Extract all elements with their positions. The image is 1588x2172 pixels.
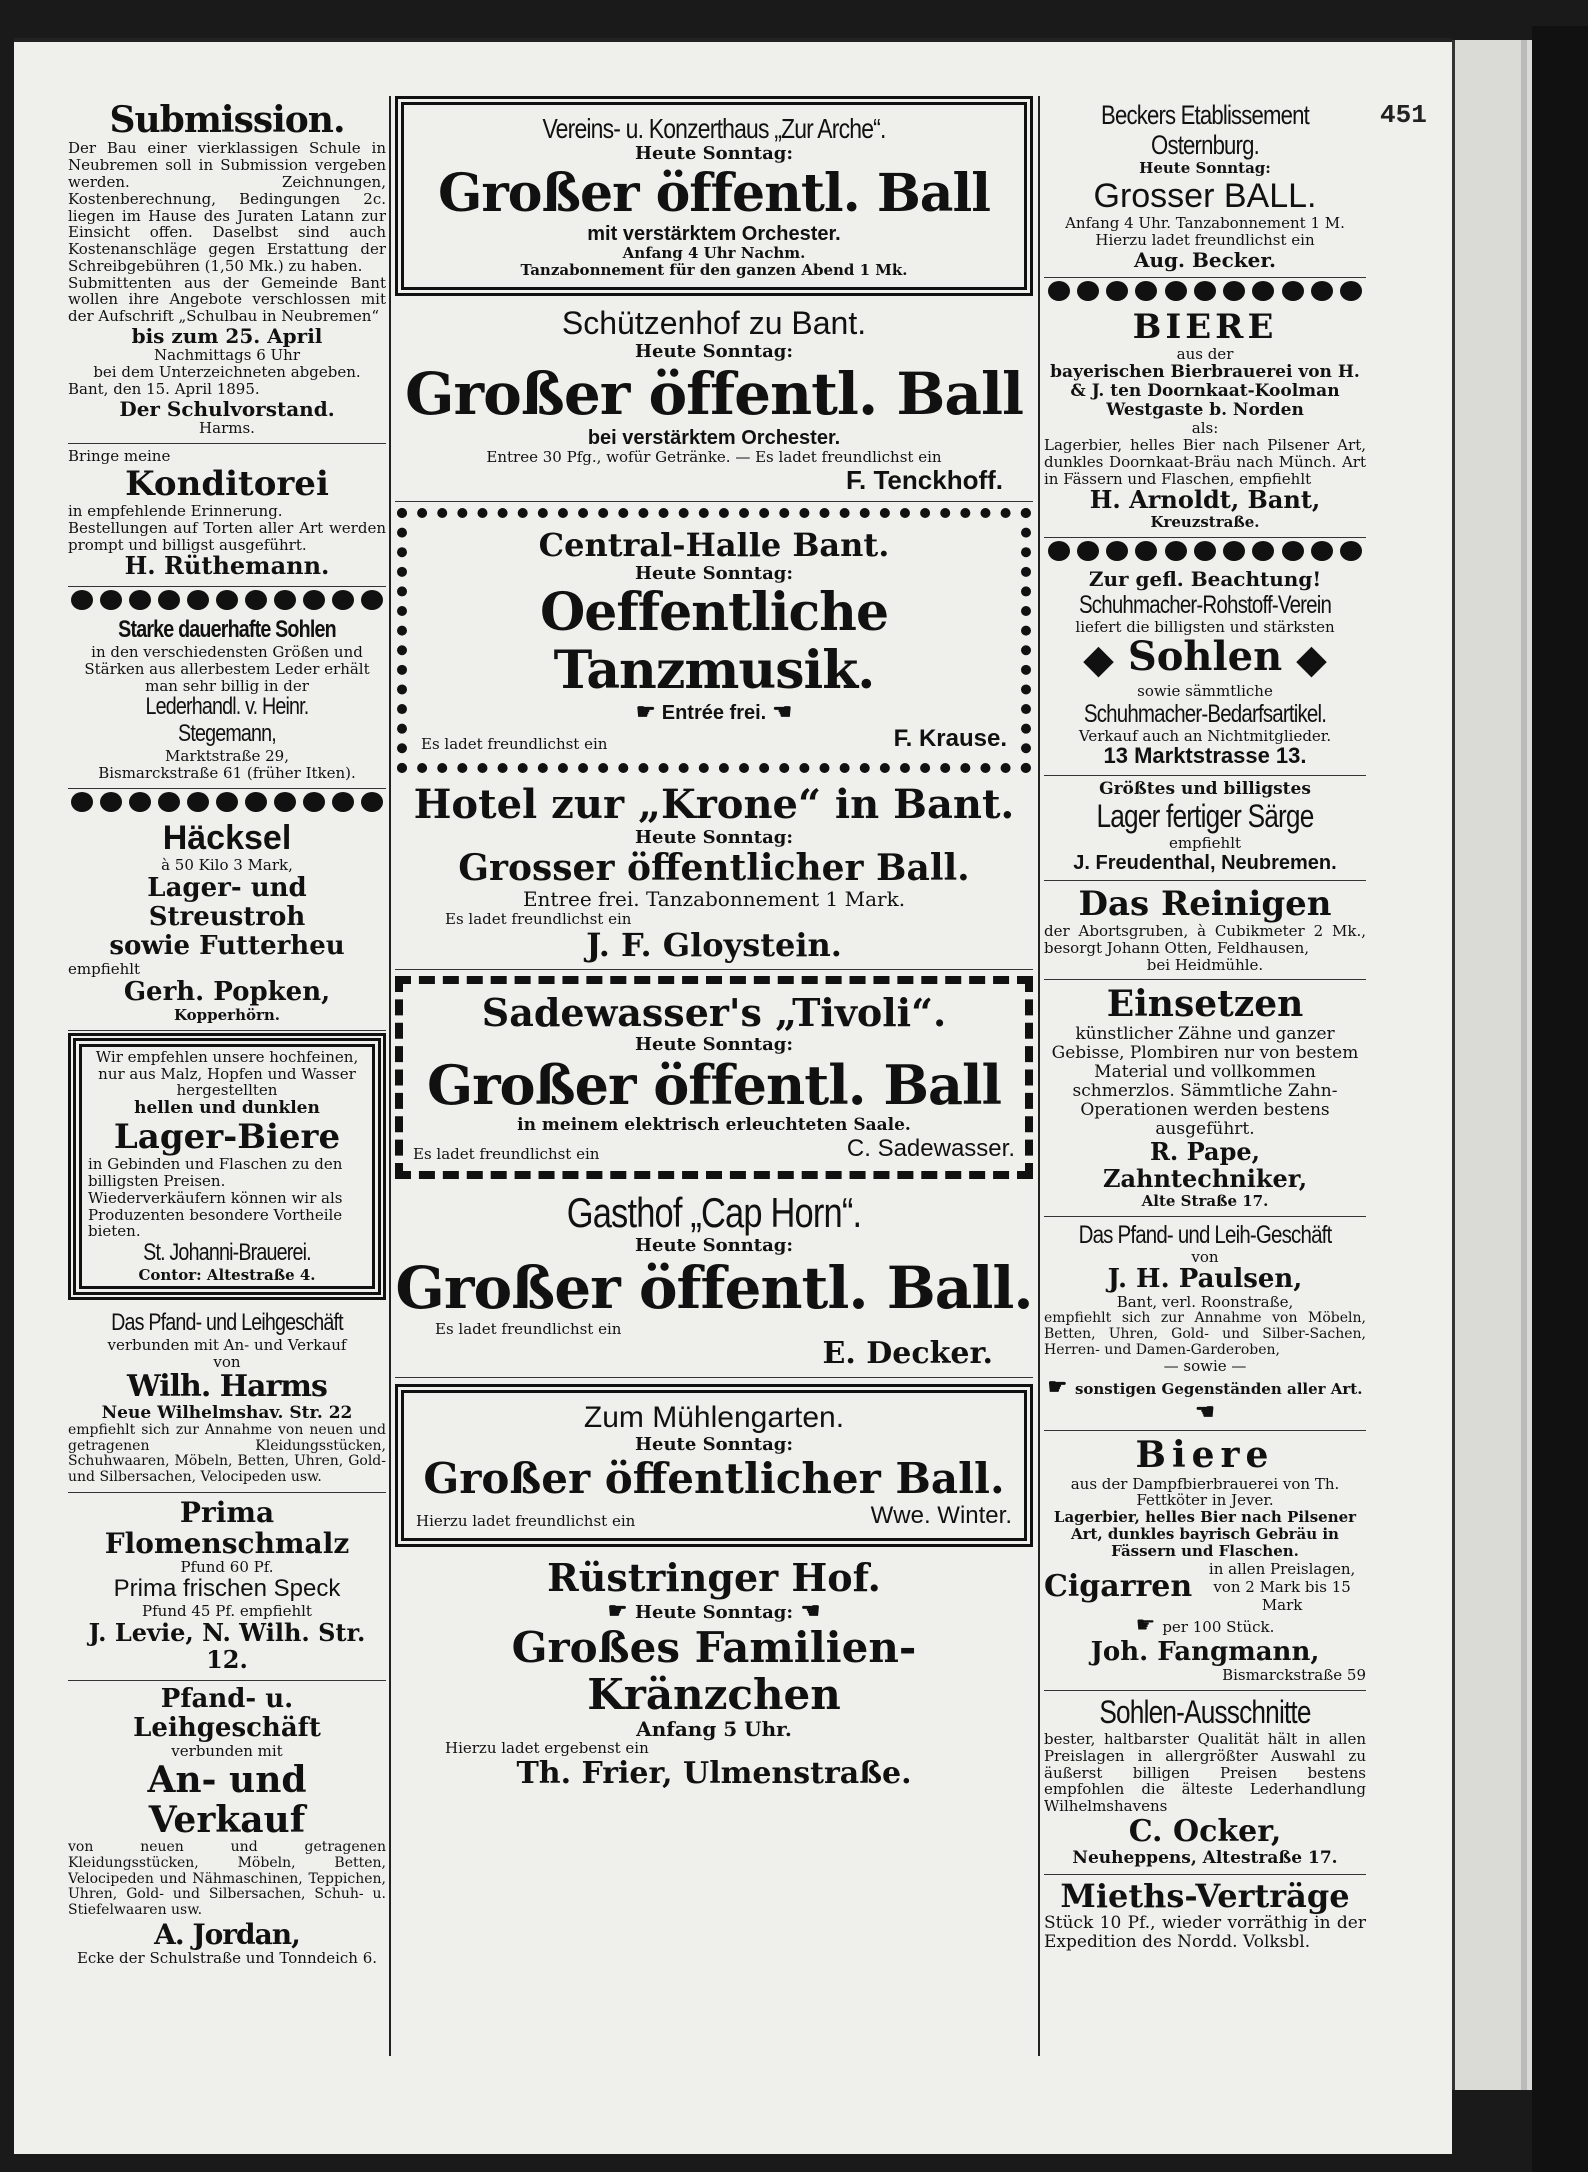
ad-main: Großes Familien-Kränzchen [511, 1623, 917, 1720]
ad-title: Beckers Etablissement Osternburg. [1101, 100, 1309, 161]
ad-footer [416, 1502, 1012, 1530]
ad-text: empfiehlt [68, 960, 141, 978]
ad-text: — sowie — [1163, 1357, 1247, 1376]
ad-name: C. Sadewasser. [846, 1134, 1015, 1162]
pointing-hand-icon: ☛ [1135, 1612, 1163, 1638]
ad-jordan [68, 1681, 386, 1973]
ad-text: bei verstärktem Orchester. [587, 426, 841, 449]
column-rule-1 [389, 96, 391, 2056]
dot-border [68, 587, 386, 613]
diamond-icon: ◆ [1282, 635, 1327, 683]
ad-haecksel [68, 815, 386, 1031]
ad-text: Anfang 4 Uhr Nachm. [622, 244, 806, 263]
diamond-icon: ◆ [1083, 635, 1128, 683]
column-2 [395, 96, 1033, 1797]
ad-title: BIERE [1132, 307, 1278, 348]
ad-reinigen [1044, 881, 1366, 980]
ad-text: von [213, 1352, 241, 1371]
ad-address: Kreuzstraße. [1150, 513, 1260, 532]
ad-name: J. F. Gloystein. [586, 925, 842, 964]
ad-text: Lager- und Streustroh [147, 872, 307, 932]
ad-title: Prima Flomenschmalz [104, 1495, 350, 1560]
ad-title: Sohlen-Ausschnitte [1099, 1694, 1311, 1731]
ad-text: in Gebinden und Flaschen zu den billigsten Preisen. [88, 1155, 343, 1190]
ad-schuhmacher-verein [1044, 564, 1366, 776]
ad-title: Gasthof „Cap Horn“. [566, 1188, 862, 1236]
pointing-hand-icon: ☛ [607, 1598, 636, 1625]
ad-text: Es ladet freundlichst ein [435, 1319, 622, 1338]
ad-central-halle [397, 508, 1031, 773]
ad-text: Bringe meine [68, 447, 171, 466]
ad-main: Großer öffentl. Ball. [395, 1253, 1033, 1322]
ad-text: Wir empfehlen unsere hochfeinen, nur aus Malz, Hopfen und Wasser hergestellten [95, 1047, 359, 1100]
ad-text: empfiehlt sich zur Annahme von Möbeln, Betten, Uhren, Gold- und Silber-Sachen, Herren- und Damen-Garderoben, [1044, 1310, 1366, 1358]
ad-paulsen [1044, 1217, 1366, 1432]
ad-text: per 100 Stück. [1162, 1617, 1275, 1636]
ad-becker [1044, 96, 1366, 278]
ad-sub: Heute Sonntag: [635, 143, 793, 165]
ad-text: von [1191, 1247, 1219, 1266]
ad-schuetzenhof [395, 302, 1033, 502]
ad-address: Marktstraße 29, [165, 747, 289, 766]
ad-text: bayerischen Bierbrauerei von H. & J. ten Doornkaat-Koolman Westgaste b. Norden [1050, 362, 1360, 421]
ad-cap-horn [395, 1185, 1033, 1379]
ad-text: künstlicher Zähne und ganzer Gebisse, Plombiren nur von bestem Material und vollkommen schmerzlos. Sämmtliche Zahn-Operationen werden bestens ausgeführt. [1051, 1023, 1359, 1139]
ad-name: H. Arnoldt, Bant, [1089, 485, 1321, 515]
ad-sub: Heute Sonntag: [635, 1033, 793, 1055]
ad-fangmann [1044, 1431, 1366, 1691]
ad-text: empfiehlt sich zur Annahme von neuen und getragenen Kleidungsstücken, Schuhwaaren, Möbeln, Betten, Uhren, Gold- und Silbersachen, Velocipeden usw. [68, 1421, 386, 1485]
ad-sohlen [68, 613, 386, 789]
ad-name: J. H. Paulsen, [1107, 1264, 1303, 1295]
ad-title: Konditorei [125, 463, 329, 504]
ad-pape [1044, 980, 1366, 1216]
ad-name: E. Decker. [822, 1336, 993, 1372]
ad-name: F. Krause. [893, 725, 1007, 753]
ad-text [421, 700, 1007, 725]
ad-text: Submittenten aus der Gemeinde Bant wollen ihre Angebote verschlossen mit der Aufschrift „Schulbau in Neubremen“ [68, 273, 386, 326]
ad-firm: St. Johanni-Brauerei. [143, 1239, 311, 1267]
ad-text: Bestellungen auf Torten aller Art werden prompt und billigst ausgeführt. [68, 518, 386, 554]
ad-text: verbunden mit An- und Verkauf [107, 1335, 347, 1354]
ad-main: Großer öffentl. Ball [426, 1053, 1002, 1118]
ad-name: Aug. Becker. [1133, 247, 1277, 272]
ad-text: Anfang 5 Uhr. [636, 1717, 792, 1742]
ad-saerge [1044, 776, 1366, 881]
ad-name: J. Levie, N. Wilh. Str. 12. [88, 1617, 366, 1674]
ad-name: Th. Frier, Ulmenstraße. [516, 1756, 912, 1792]
ad-text: bester, haltbarster Qualität hält in allen Preislagen in allergrößter Auswahl zu äußerst billigen Preisen bestens empfohlen die älteste Lederhandlung Wilhelmshavens [1044, 1729, 1366, 1816]
ad-main: Grosser öffentlicher Ball. [458, 847, 970, 889]
ad-address: Neue Wilhelmshav. Str. 22 [101, 1402, 353, 1423]
ad-title: Central-Halle Bant. [538, 525, 890, 564]
ad-main: Großer öffentl. Ball [437, 162, 991, 224]
ad-name: J. Freudenthal, Neubremen. [1073, 851, 1337, 874]
ad-title: An- und Verkauf [147, 1758, 307, 1841]
page-number: 451 [1380, 100, 1427, 130]
ad-name: F. Tenckhoff. [846, 464, 1003, 495]
ad-text: aus der Dampfbierbrauerei von Th. Fettköter in Jever. [1070, 1474, 1340, 1510]
ad-arche [395, 96, 1033, 296]
ad-levie [68, 1493, 386, 1681]
ad-name: A. Jordan, [154, 1917, 300, 1951]
ad-text: Nachmittags 6 Uhr [153, 346, 300, 365]
ad-text: Lagerbier, helles Bier nach Pilsener Art, dunkles Doornkaat-Bräu nach Münch. Art in Fässern und Flaschen, empfiehlt [1044, 436, 1366, 488]
ad-text: Heute Sonntag: [635, 1602, 793, 1624]
ad-title: Prima frischen Speck [113, 1575, 341, 1603]
ad-sub: Heute Sonntag: [635, 826, 793, 848]
ad-mieths [1044, 1875, 1366, 1959]
ad-title: Einsetzen [1106, 983, 1304, 1026]
ad-text: Anfang 4 Uhr. Tanzabonnement 1 M. [1065, 214, 1345, 233]
pointing-hand-icon: ☛ [1047, 1374, 1075, 1401]
ad-text: Es ladet freundlichst ein [445, 909, 632, 928]
ad-sub: Heute Sonntag: [635, 562, 793, 584]
ad-main: Grosser BALL. [1093, 177, 1317, 216]
ad-title: Sadewasser's „Tivoli“. [481, 990, 947, 1036]
ad-name: C. Ocker, [1128, 1813, 1282, 1849]
ad-muehlengarten [395, 1384, 1033, 1547]
ad-title: Vereins- u. Konzerthaus „Zur Arche“. [542, 113, 886, 144]
ad-title: Pfand- u. Leihgeschäft [133, 1683, 321, 1743]
ad-text: Hierzu ladet freundlichst ein [416, 1511, 636, 1530]
ad-text: mit verstärktem Orchester. [587, 222, 841, 245]
ad-address: 13 Marktstrasse 13. [1103, 743, 1307, 769]
ad-harms [68, 1306, 386, 1493]
ad-text: sowie sämmtliche [1137, 681, 1273, 700]
ad-name: Joh. Fangmann, [1090, 1637, 1320, 1668]
ad-text: Größtes und billigstes [1099, 778, 1311, 799]
ad-sub: Heute Sonntag: [635, 1433, 793, 1455]
ad-text: in allen Preislagen, von 2 Mark bis 15 Mark [1208, 1559, 1356, 1614]
page-binding [1452, 40, 1535, 2090]
pointing-hand-icon: ☚ [792, 1598, 821, 1625]
ad-title: Rüstringer Hof. [547, 1554, 881, 1600]
ad-text: in meinem elektrisch erleuchteten Saale. [517, 1114, 911, 1135]
ad-main: Oeffentliche Tanzmusik. [539, 581, 889, 702]
ad-text: Hierzu ladet freundlichst ein [1095, 231, 1315, 250]
ad-text: in empfehlende Erinnerung. [68, 501, 283, 520]
ad-title: Hotel zur „Krone“ in Bant. [413, 781, 1015, 829]
ad-main [1044, 635, 1366, 682]
ad-text: aus der [1176, 345, 1234, 364]
ad-text: bei dem Unterzeichneten abgeben. [93, 363, 361, 382]
ad-text: bei Heidmühle. [1146, 955, 1264, 974]
ad-text: als: [1191, 419, 1219, 438]
ad-title: Schuhmacher-Rohstoff-Verein [1078, 590, 1332, 619]
ad-sub [395, 1599, 1033, 1624]
ad-main: Großer öffentl. Ball [404, 359, 1024, 428]
ad-title: Lager fertiger Särge [1096, 797, 1314, 834]
ad-firm: Lederhandl. v. Heinr. Stegemann, [145, 693, 309, 748]
ad-text: sonstigen Gegenständen aller Art. [1074, 1380, 1363, 1399]
ad-text: in den verschiedensten Größen und Stärken aus allerbestem Leder erhält man sehr billig in der [84, 643, 370, 695]
ad-text: sowie Futterheu [109, 930, 345, 961]
ad-date: Bant, den 15. April 1895. [68, 380, 260, 399]
ad-address: Bant, verl. Roonstraße, [1116, 1293, 1294, 1312]
ad-title: Schützenhof zu Bant. [561, 304, 867, 341]
ad-address: Bismarckstraße 61 (früher Itken). [98, 764, 356, 782]
ad-text: Entrée frei. [661, 702, 767, 725]
ad-krone [395, 779, 1033, 970]
ad-arnoldt [1044, 304, 1366, 538]
column-rule-2 [1038, 96, 1040, 2056]
ad-text: Hierzu ladet ergebenst ein [445, 1739, 649, 1758]
ad-sub: Heute Sonntag: [635, 340, 793, 362]
ad-address: Contor: Altestraße 4. [138, 1266, 316, 1285]
ad-title: Cigarren [1044, 1569, 1193, 1605]
column-3 [1044, 96, 1366, 1958]
ad-tivoli [395, 976, 1033, 1178]
ad-main: Großer öffentlicher Ball. [423, 1453, 1005, 1503]
dot-border [68, 789, 386, 815]
ad-text: Entree frei. Tanzabonnement 1 Mark. [522, 887, 906, 912]
ad-text: Tanzabonnement für den ganzen Abend 1 Mk. [520, 260, 908, 279]
pointing-hand-icon: ☚ [766, 699, 793, 725]
ad-ruestringer-hof [395, 1553, 1033, 1797]
ad-title: Lager-Biere [113, 1117, 341, 1158]
ad-title: Schuhmacher-Bedarfsartikel. [1083, 699, 1327, 728]
ad-text: Verkauf auch an Nichtmitglieder. [1078, 726, 1332, 745]
dot-border [1044, 278, 1366, 304]
ad-text: empfiehlt [1168, 833, 1242, 852]
column-1 [68, 96, 386, 1973]
ad-text: Zur gefl. Beachtung! [1088, 567, 1322, 592]
ad-address: Bismarckstraße 59 [1222, 1666, 1366, 1685]
ad-title: Häcksel [162, 818, 292, 857]
ad-ocker [1044, 1691, 1366, 1874]
ad-text: Pfund 45 Pf. empfiehlt [142, 1602, 312, 1621]
ad-text [1044, 1614, 1366, 1639]
pointing-hand-icon: ☛ [635, 699, 662, 725]
ad-text: Wiederverkäufern können wir als Produzenten besondere Vortheile bieten. [88, 1188, 343, 1241]
ad-title: Starke dauerhafte Sohlen [118, 616, 336, 644]
ad-title: Das Reinigen [1078, 884, 1332, 924]
ad-text [1044, 1375, 1366, 1424]
ad-text: der Abortsgruben, à Cubikmeter 2 Mk., besorgt Johann Otten, Feldhausen, [1044, 922, 1366, 957]
ad-lager-biere [68, 1033, 386, 1300]
ad-text: liefert die billigsten und stärksten [1075, 617, 1335, 636]
ad-text: Es ladet freundlichst ein [421, 735, 608, 754]
ad-title: Submission. [109, 99, 345, 141]
ad-text: von neuen und getragenen Kleidungsstücken, Möbeln, Betten, Velocipeden und Nähmaschinen, Teppichen, Uhren, Gold- und Silbersachen, Schuh- u. Stiefelwaaren usw. [68, 1839, 386, 1918]
ad-title: Mieths-Verträge [1060, 1876, 1350, 1915]
ad-name: Harms. [199, 419, 255, 438]
ad-signature: Der Schulvorstand. [119, 396, 335, 421]
ad-konditorei [68, 444, 386, 587]
ad-sub: Heute Sonntag: [635, 1234, 793, 1256]
ad-name: Gerh. Popken, [123, 976, 331, 1007]
ad-footer [413, 1135, 1015, 1163]
ad-name: Wilh. Harms [127, 1369, 327, 1405]
ad-text: à 50 Kilo 3 Mark, [161, 855, 293, 874]
ad-footer [421, 725, 1007, 753]
ad-title: Biere [1135, 1434, 1275, 1477]
pointing-hand-icon: ☚ [1195, 1398, 1215, 1425]
ad-address: Neuheppens, Altestraße 17. [1072, 1847, 1338, 1868]
ad-address: Ecke der Schulstraße und Tonndeich 6. [76, 1948, 378, 1967]
ad-title: Zum Mühlengarten. [583, 1401, 845, 1435]
ad-name: Wwe. Winter. [870, 1501, 1012, 1529]
ad-address: Alte Straße 17. [1141, 1191, 1269, 1210]
ad-text: Es ladet freundlichst ein [413, 1144, 600, 1163]
ad-text: Der Bau einer vierklassigen Schule in Neubremen soll in Submission vergeben werden. Zeichnungen, Kostenberechnung, Bedingungen 2c. liegen im Hause des Juraten Latann zur Einsicht offen. Daselbst sind auch Kostenanschläge gegen Erstattung der Schreibgebühren (1,50 Mk.) zu haben. [68, 139, 386, 275]
ad-place: Kopperhörn. [173, 1005, 281, 1024]
ad-text: verbunden mit [171, 1741, 283, 1760]
page-edge [1532, 26, 1588, 2172]
ad-submission [68, 96, 386, 444]
ad-name: R. Pape, Zahntechniker, [1102, 1136, 1308, 1193]
dot-border [1044, 538, 1366, 564]
ad-text: Pfund 60 Pf. [180, 1558, 274, 1577]
ad-sub: Heute Sonntag: [1139, 159, 1271, 178]
cigar-line [1044, 1560, 1366, 1614]
ad-text: hellen und dunklen [134, 1098, 320, 1119]
ad-title: Das Pfand- und Leih-Geschäft [1078, 1220, 1332, 1249]
ad-text: Stück 10 Pf., wieder vorräthig in der Expedition des Nordd. Volksbl. [1044, 1913, 1366, 1953]
ad-text: Entree 30 Pfg., wofür Getränke. — Es ladet freundlichst ein [486, 448, 942, 467]
ad-text: Lagerbier, helles Bier nach Pilsener Art, dunkles bayrisch Gebräu in Fässern und Flaschen. [1053, 1508, 1357, 1560]
ad-text: Sohlen [1127, 633, 1283, 681]
ad-name: H. Rüthemann. [124, 551, 330, 581]
ad-title: Das Pfand- und Leihgeschäft [111, 1308, 343, 1336]
ad-deadline: bis zum 25. April [131, 324, 323, 349]
